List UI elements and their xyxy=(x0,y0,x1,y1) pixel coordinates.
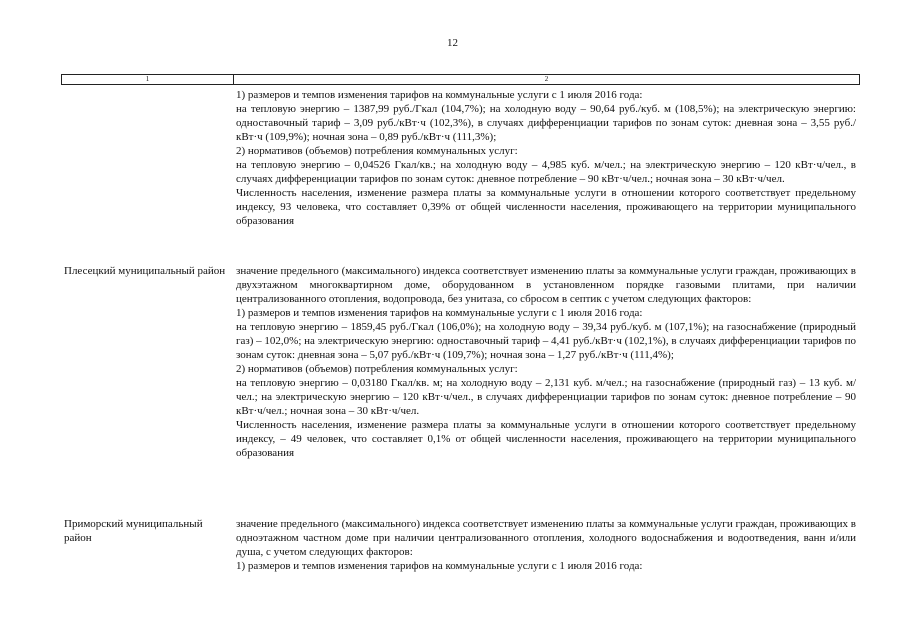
paragraph: 2) нормативов (объемов) потребления коммунальных услуг: xyxy=(236,363,518,375)
paragraph: на тепловую энергию – 1859,45 руб./Гкал (106,0%); на холодную воду – 39,34 руб./куб. м (107,1%); на газоснабжение (природный газ) – 102,0%; на электрическую энергию: одноставочный тариф – 4,41 руб./кВт·ч (102,1%), в случаях дифференциации тарифов по зонам суток: дневная зона – 5,07 руб./кВт·ч (109,7%); ночная зона – 1,27 руб./кВт·ч (111,4%); xyxy=(236,321,856,361)
column-number-1: 1 xyxy=(62,75,234,84)
paragraph: 2) нормативов (объемов) потребления коммунальных услуг: xyxy=(236,145,518,157)
column-number-2: 2 xyxy=(544,75,549,83)
page-number: 12 xyxy=(447,37,458,49)
paragraph: на тепловую энергию – 0,03180 Гкал/кв. м; на холодную воду – 2,131 куб. м/чел.; на газоснабжение (природный газ) – 13 куб. м/чел.; на электрическую энергию – 120 кВт·ч/чел., в случаях дифференциации тарифов по зонам суток: дневное потребление – 90 кВт·ч/чел.; ночная зона – 30 кВт·ч/чел. xyxy=(236,377,856,417)
paragraph: на тепловую энергию – 1387,99 руб./Гкал (104,7%); на холодную воду – 90,64 руб./куб. м (108,5%); на электрическую энергию: одноставочный тариф – 3,09 руб./кВт·ч (102,3%), в случаях дифференциации тарифов по зонам суток: дневная зона – 3,55 руб./кВт·ч (109,9%); ночная зона – 0,89 руб./кВт·ч (111,3%); xyxy=(236,103,856,143)
paragraph: 1) размеров и темпов изменения тарифов на коммунальные услуги с 1 июля 2016 года: xyxy=(236,89,643,101)
paragraph: 1) размеров и темпов изменения тарифов на коммунальные услуги с 1 июля 2016 года: xyxy=(236,307,643,319)
paragraph: 1) размеров и темпов изменения тарифов на коммунальные услуги с 1 июля 2016 года: xyxy=(236,560,643,572)
paragraph: значение предельного (максимального) индекса соответствует изменению платы за коммунальные услуги граждан, проживающих в двухэтажном многоквартирном доме, оборудованном в установленном порядке газовыми плитами, при наличии централизованного отопления, водопровода, без унитаза, со сбросом в септик с учетом следующих факторов: xyxy=(236,265,856,305)
paragraph: Численность населения, изменение размера платы за коммунальные услуги в отношении которого соответствует предельному индексу, 93 человека, что составляет 0,39% от общей численности населения, проживающего на территории муниципального образования xyxy=(236,187,856,227)
paragraph: на тепловую энергию – 0,04526 Гкал/кв.; на холодную воду – 4,985 куб. м/чел.; на электрическую энергию – 120 кВт·ч/чел., в случаях дифференциации тарифов по зонам суток: дневное потребление – 90 кВт·ч/чел.; ночная зона – 30 кВт·ч/чел. xyxy=(236,159,856,185)
region-name: Приморский муниципальный район xyxy=(64,518,203,544)
table-header-row xyxy=(61,74,860,85)
row-content xyxy=(236,88,856,228)
paragraph: Численность населения, изменение размера платы за коммунальные услуги в отношении которого соответствует предельному индексу, – 49 человек, что составляет 0,1% от общей численности населения, проживающего на территории муниципального образования xyxy=(236,419,856,459)
row-content xyxy=(236,517,856,573)
row-content xyxy=(236,264,856,460)
region-name: Плесецкий муниципальный район xyxy=(64,265,226,277)
paragraph: значение предельного (максимального) индекса соответствует изменению платы за коммунальные услуги граждан, проживающих в одноэтажном частном доме при наличии централизованного отопления, холодного водоснабжения и водоотведения, ванн и/или душа, с учетом следующих факторов: xyxy=(236,518,856,558)
